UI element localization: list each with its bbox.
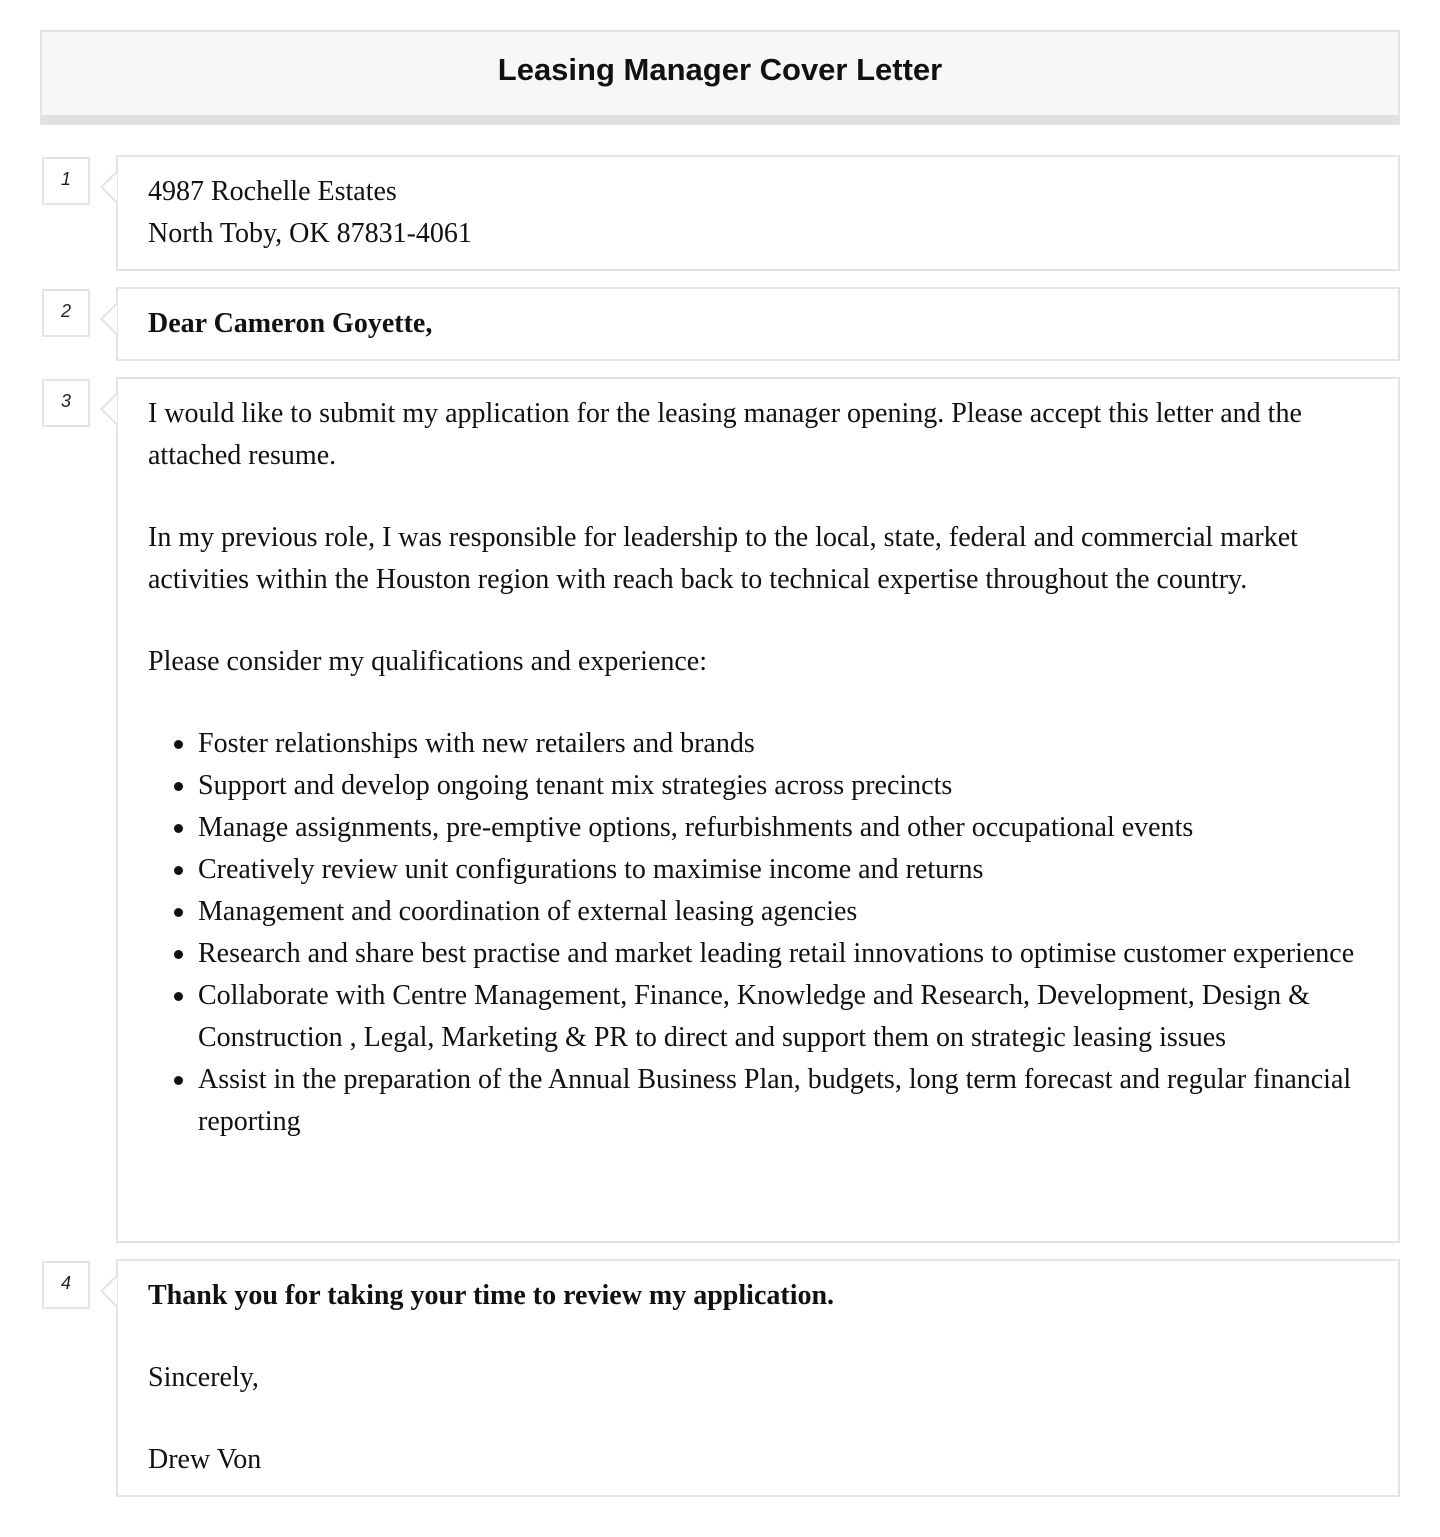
salutation: Dear Cameron Goyette,: [148, 308, 433, 339]
list-item: Management and coordination of external leasing agencies: [198, 891, 1368, 933]
consider-paragraph: Please consider my qualifications and experience:: [148, 646, 708, 677]
body-block: [116, 377, 1400, 1243]
thanks-line: Thank you for taking your time to review my application.: [148, 1280, 835, 1311]
closing-block: [116, 1259, 1400, 1497]
list-item: Creatively review unit configurations to maximise income and returns: [198, 849, 1368, 891]
signature: Drew Von: [148, 1444, 262, 1475]
section-number: 1: [42, 157, 90, 205]
list-item: Assist in the preparation of the Annual Business Plan, budgets, long term forecast and regular financial reporting: [198, 1059, 1368, 1143]
address-block: [116, 155, 1400, 271]
page-title: Leasing Manager Cover Letter: [497, 51, 943, 87]
salutation-block: [116, 287, 1400, 361]
list-item: Collaborate with Centre Management, Finance, Knowledge and Research, Development, Design & Construction , Legal, Marketing & PR to direct and support them on strategic leasing issues: [198, 975, 1368, 1059]
list-item: Foster relationships with new retailers and brands: [198, 723, 1368, 765]
address-line-1: 4987 Rochelle Estates: [148, 176, 397, 207]
page-header: [40, 30, 1400, 125]
closing-line: Sincerely,: [148, 1362, 259, 1393]
list-item: Manage assignments, pre-emptive options, refurbishments and other occupational events: [198, 807, 1368, 849]
intro-paragraph: I would like to submit my application for the leasing manager opening. Please accept this letter and the attached resume.: [148, 398, 1302, 471]
section-number: 4: [42, 1261, 90, 1309]
address-line-2: North Toby, OK 87831-4061: [148, 218, 472, 249]
section-number: 2: [42, 289, 90, 337]
list-item: Research and share best practise and market leading retail innovations to optimise customer experience: [198, 933, 1368, 975]
qualifications-list: [148, 723, 1368, 1143]
list-item: Support and develop ongoing tenant mix strategies across precincts: [198, 765, 1368, 807]
section-number: 3: [42, 379, 90, 427]
previous-role-paragraph: In my previous role, I was responsible for leadership to the local, state, federal and commercial market activities within the Houston region with reach back to technical expertise throughout the country.: [148, 522, 1298, 595]
